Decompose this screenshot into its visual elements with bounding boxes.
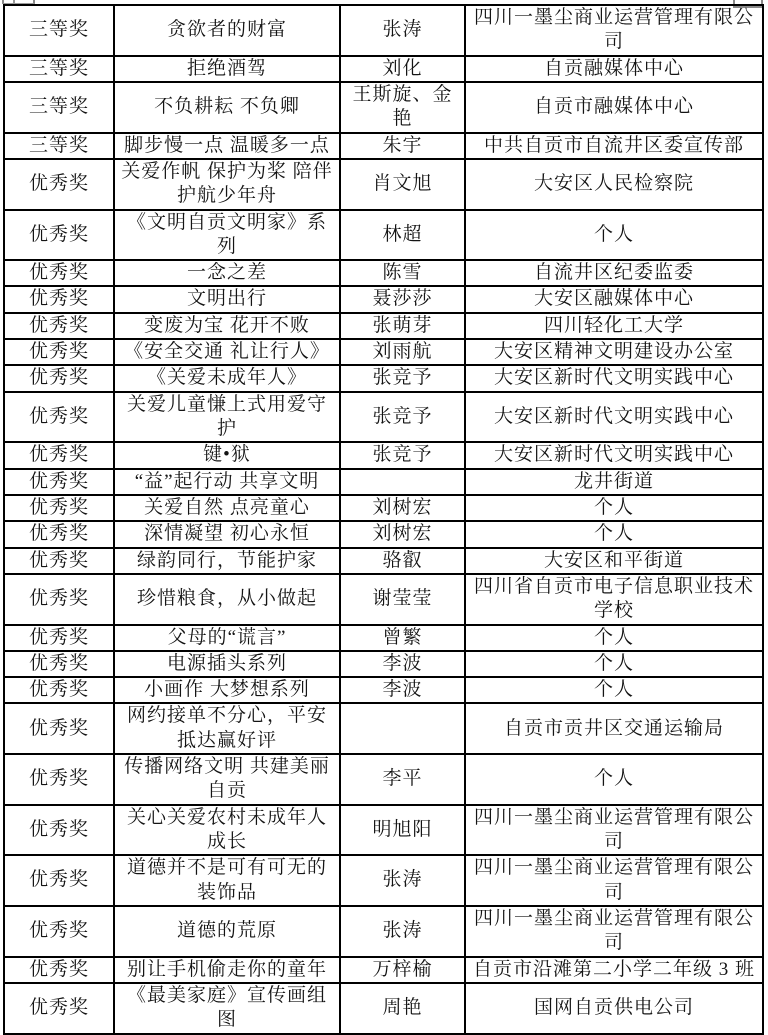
cell-author: 张竞予 [340,392,465,443]
awards-table-body [4,5,763,1034]
cell-title: 绿韵同行，节能护家 [114,548,340,574]
cell-author: 李波 [340,677,465,703]
cell-title: “益”起行动 共享文明 [114,469,340,495]
cell-award: 三等奖 [4,56,114,82]
cell-org: 龙井街道 [465,469,763,495]
cell-author: 曾繁 [340,625,465,651]
cell-author: 万梓榆 [340,957,465,983]
cell-title: 深情凝望 初心永恒 [114,521,340,547]
cell-title: 关爱作帆 保护为桨 陪伴护航少年舟 [114,159,340,210]
table-row [4,5,763,56]
cell-org: 个人 [465,651,763,677]
cell-award: 优秀奖 [4,260,114,286]
cell-title: 不负耕耘 不负卿 [114,82,340,133]
cell-author: 刘树宏 [340,495,465,521]
table-row [4,56,763,82]
cell-org: 大安区新时代文明实践中心 [465,365,763,391]
cell-org: 个人 [465,625,763,651]
cell-award: 优秀奖 [4,574,114,625]
cell-author: 张竞予 [340,442,465,468]
cell-award: 优秀奖 [4,159,114,210]
cell-author: 张涛 [340,855,465,906]
cell-title: 一念之差 [114,260,340,286]
cell-award: 优秀奖 [4,365,114,391]
cell-author: 李波 [340,651,465,677]
table-row [4,469,763,495]
cell-title: 贪欲者的财富 [114,5,340,56]
table-row [4,365,763,391]
cell-title: 拒绝酒驾 [114,56,340,82]
cell-award: 三等奖 [4,133,114,159]
table-row [4,906,763,957]
table-row [4,82,763,133]
cell-award: 优秀奖 [4,313,114,339]
cell-award: 优秀奖 [4,210,114,261]
table-row [4,703,763,754]
cell-author: 李平 [340,754,465,805]
table-row [4,625,763,651]
cell-award: 优秀奖 [4,754,114,805]
cell-org: 大安区和平街道 [465,548,763,574]
table-row [4,339,763,365]
cell-title: 《安全交通 礼让行人》 [114,339,340,365]
cell-org: 自贡融媒体中心 [465,56,763,82]
cell-award: 三等奖 [4,5,114,56]
cell-author: 刘雨航 [340,339,465,365]
cell-title: 道德的荒原 [114,906,340,957]
cell-award: 优秀奖 [4,651,114,677]
cell-award: 优秀奖 [4,906,114,957]
cell-author: 王斯旋、金艳 [340,82,465,133]
table-row [4,442,763,468]
table-row [4,805,763,856]
table-row [4,651,763,677]
table-row [4,574,763,625]
cell-org: 个人 [465,677,763,703]
cell-org: 国网自贡供电公司 [465,983,763,1034]
cell-org: 自贡市沿滩第二小学二年级 3 班 [465,957,763,983]
cell-author: 张萌芽 [340,313,465,339]
cell-org: 四川一墨尘商业运营管理有限公司 [465,906,763,957]
cell-award: 优秀奖 [4,442,114,468]
cell-award: 优秀奖 [4,957,114,983]
cell-org: 四川一墨尘商业运营管理有限公司 [465,805,763,856]
cell-org: 个人 [465,210,763,261]
cell-org: 四川一墨尘商业运营管理有限公司 [465,5,763,56]
cell-title: 关心关爱农村未成年人成长 [114,805,340,856]
cell-award: 优秀奖 [4,286,114,312]
cell-author: 刘化 [340,56,465,82]
cell-award: 优秀奖 [4,677,114,703]
cell-org: 四川一墨尘商业运营管理有限公司 [465,855,763,906]
cell-org: 个人 [465,754,763,805]
cell-org: 自贡市融媒体中心 [465,82,763,133]
cell-award: 优秀奖 [4,983,114,1034]
cell-title: 关爱自然 点亮童心 [114,495,340,521]
cell-title: 电源插头系列 [114,651,340,677]
cell-title: 别让手机偷走你的童年 [114,957,340,983]
table-row [4,548,763,574]
table-row [4,855,763,906]
cell-author: 张竞予 [340,365,465,391]
cell-title: 《文明自贡文明家》系列 [114,210,340,261]
cell-author: 谢莹莹 [340,574,465,625]
cell-award: 优秀奖 [4,548,114,574]
cell-org: 四川省自贡市电子信息职业技术学校 [465,574,763,625]
cell-author: 周艳 [340,983,465,1034]
cell-award: 优秀奖 [4,625,114,651]
table-row [4,754,763,805]
cell-title: 道德并不是可有可无的装饰品 [114,855,340,906]
table-row [4,677,763,703]
cell-title: 变废为宝 花开不败 [114,313,340,339]
cell-award: 优秀奖 [4,521,114,547]
cell-author: 明旭阳 [340,805,465,856]
cell-org: 大安区融媒体中心 [465,286,763,312]
cell-title: 键•狱 [114,442,340,468]
cell-title: 珍惜粮食，从小做起 [114,574,340,625]
cell-title: 《关爱未成年人》 [114,365,340,391]
cell-org: 大安区新时代文明实践中心 [465,442,763,468]
cell-author: 刘树宏 [340,521,465,547]
table-row [4,133,763,159]
cell-award: 三等奖 [4,82,114,133]
awards-table [3,4,764,1035]
cell-author: 陈雪 [340,260,465,286]
cell-org: 中共自贡市自流井区委宣传部 [465,133,763,159]
cell-title: 小画作 大梦想系列 [114,677,340,703]
cell-org: 自流井区纪委监委 [465,260,763,286]
cell-author: 肖文旭 [340,159,465,210]
cell-author [340,469,465,495]
cell-award: 优秀奖 [4,339,114,365]
cell-author: 骆叡 [340,548,465,574]
cell-author [340,703,465,754]
cell-award: 优秀奖 [4,392,114,443]
cell-author: 张涛 [340,5,465,56]
cell-author: 林超 [340,210,465,261]
table-row [4,286,763,312]
cell-award: 优秀奖 [4,469,114,495]
cell-title: 脚步慢一点 温暖多一点 [114,133,340,159]
table-row [4,210,763,261]
table-row [4,957,763,983]
table-row [4,392,763,443]
cell-title: 网约接单不分心，平安抵达赢好评 [114,703,340,754]
table-row [4,495,763,521]
cell-award: 优秀奖 [4,495,114,521]
cell-author: 聂莎莎 [340,286,465,312]
cell-title: 《最美家庭》宣传画组图 [114,983,340,1034]
cell-author: 张涛 [340,906,465,957]
cell-title: 父母的“谎言” [114,625,340,651]
cell-title: 文明出行 [114,286,340,312]
table-row [4,159,763,210]
cell-org: 大安区人民检察院 [465,159,763,210]
cell-org: 大安区精神文明建设办公室 [465,339,763,365]
cell-org: 个人 [465,495,763,521]
table-row [4,983,763,1034]
cell-org: 自贡市贡井区交通运输局 [465,703,763,754]
table-row [4,521,763,547]
cell-award: 优秀奖 [4,703,114,754]
table-row [4,313,763,339]
cell-org: 大安区新时代文明实践中心 [465,392,763,443]
cell-author: 朱宇 [340,133,465,159]
cell-title: 关爱儿童慊上式用爱守护 [114,392,340,443]
cell-award: 优秀奖 [4,855,114,906]
cell-title: 传播网络文明 共建美丽自贡 [114,754,340,805]
table-row [4,260,763,286]
cell-award: 优秀奖 [4,805,114,856]
cell-org: 四川轻化工大学 [465,313,763,339]
cell-org: 个人 [465,521,763,547]
